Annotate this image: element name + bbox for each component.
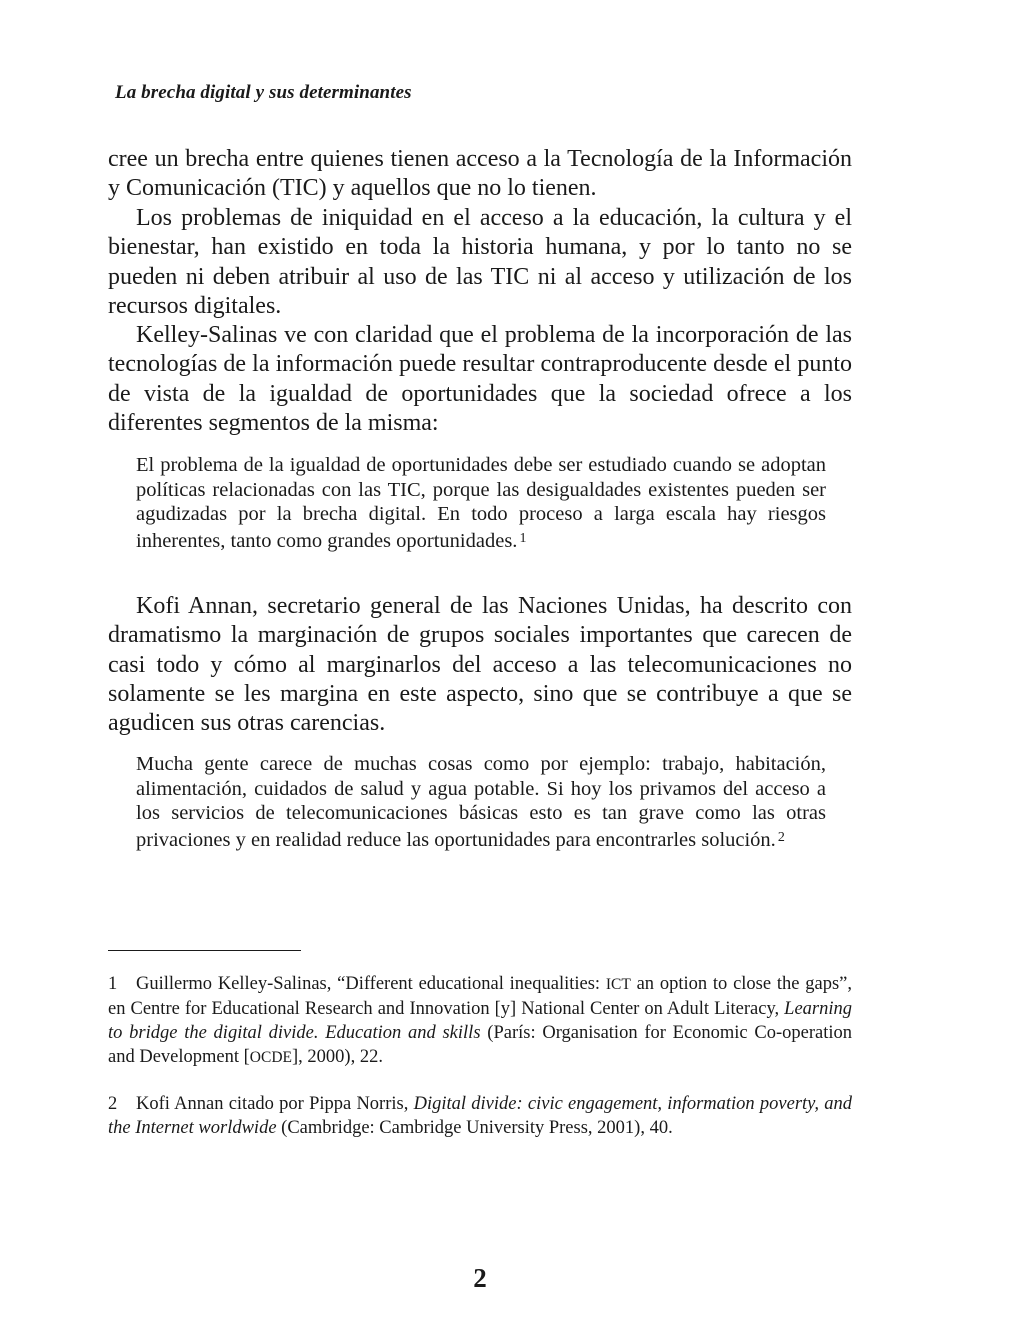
footnote-2-text-a: Kofi Annan citado por Pippa Norris,: [136, 1094, 414, 1114]
footnote-2-number: 2: [108, 1094, 118, 1114]
paragraph-4: Kofi Annan, secretario general de las Naciones Unidas, ha descrito con dramatismo la marginación de grupos sociales importantes que carecen de casi todo y cómo al marginarlos del acceso a las telecomunicaciones no solamente se les margina en este aspecto, sino que se contribuye a que se agudicen sus otras carencias.: [108, 593, 852, 737]
paragraph-3: Kelley-Salinas ve con claridad que el problema de la incorporación de las tecnologías de la información puede resultar contraproducente desde el punto de vista de la igualdad de oportunidades que la sociedad ofrece a los diferentes segmentos de la misma:: [108, 322, 852, 436]
page-number: 2: [473, 1263, 487, 1293]
paragraph-1: cree un brecha entre quienes tienen acceso a la Tecnología de la Información y Comunicación (TIC) y aquellos que no lo tienen.: [108, 146, 852, 202]
footnote-1: [108, 972, 852, 1070]
block-quote-1: [136, 453, 826, 553]
footnote-1-number: 1: [108, 974, 118, 994]
running-header: La brecha digital y sus determinantes: [115, 82, 412, 103]
footnote-separator: [108, 950, 301, 951]
footnote-2: [108, 1092, 852, 1140]
footnote-1-text-a: Guillermo Kelley-Salinas, “Different educational inequalities:: [136, 974, 606, 994]
footnote-1-text-c: (París: Organisation for Economic Co-operation and Development [: [108, 1023, 853, 1067]
footnote-ref-2[interactable]: 2: [777, 829, 785, 845]
footnote-2-title: Digital divide: civic engagement, information poverty, and the Internet worldwide: [108, 1094, 852, 1138]
footnote-1-title: Learning to bridge the digital divide. Education and skills: [108, 999, 852, 1043]
footnote-2-text-b: (Cambridge: Cambridge University Press, 2001), 40.: [276, 1118, 673, 1138]
paragraph-2: Los problemas de iniquidad en el acceso a la educación, la cultura y el bienestar, han existido en toda la historia humana, y por lo tanto no se pueden ni deben atribuir al uso de las TIC ni al acceso y utilización de los recursos digitales.: [108, 205, 852, 319]
block-quote-2-text: Mucha gente carece de muchas cosas como por ejemplo: trabajo, habitación, alimentación, cuidados de salud y agua potable. Si hoy los privamos del acceso a los servicios de telecomunicaciones básicas esto es tan grave como las otras privaciones y en realidad reduce las oportunidades para encontrarles solución.: [136, 753, 826, 851]
footnote-1-text-b: an option to close the gaps”, en Centre for Educational Research and Innovation [y] National Center on Adult Literacy,: [108, 974, 852, 1019]
block-quote-2: [136, 752, 826, 852]
block-quote-1-text: El problema de la igualdad de oportunidades debe ser estudiado cuando se adoptan políticas relacionadas con las TIC, porque las desigualdades existentes pueden ser agudizadas por la brecha digital. En todo proceso a larga escala hay riesgos inherentes, tanto como grandes oportunidades.: [136, 454, 826, 552]
footnote-1-text-d: ], 2000), 22.: [292, 1047, 383, 1067]
footnote-ref-1[interactable]: 1: [519, 530, 527, 546]
footnote-1-abbrev-b: OCDE: [249, 1049, 292, 1066]
footnote-1-abbrev-a: ICT: [605, 976, 631, 993]
